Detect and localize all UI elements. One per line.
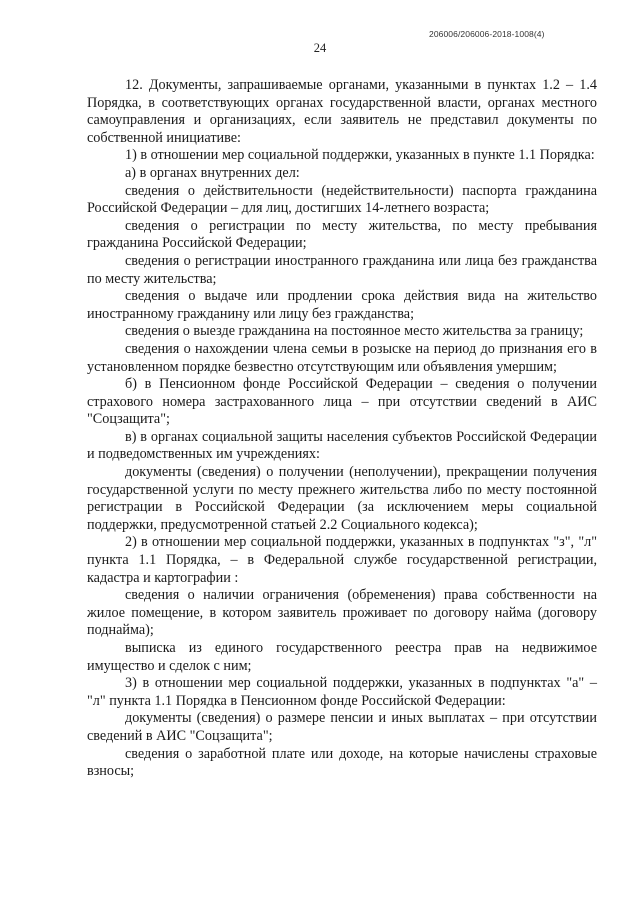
paragraph-registry-extract: выписка из единого государственного реестра прав на недвижимое имущество и сделок с ним; — [87, 640, 597, 674]
page-number: 24 — [313, 41, 327, 55]
paragraph-service-documents: документы (сведения) о получении (неполучении), прекращении получения государственной услуги по месту прежнего жительства либо по месту постоянной регистрации в Российской Федерации (за исключением меры социальной поддержки, предусмотренной статьей 2.2 Социального кодекса); — [87, 464, 597, 533]
paragraph-foreigner-registration: сведения о регистрации иностранного гражданина или лица без гражданства по месту жительства; — [87, 252, 597, 287]
paragraph-item-12: 12. Документы, запрашиваемые органами, указанными в пунктах 1.2 – 1.4 Порядка, в соответствующих органах государственной власти, органах местного самоуправления и организациях, если заявитель не представил документы по собственной инициативе: — [87, 77, 597, 146]
paragraph-subitem-1: 1) в отношении мер социальной поддержки, указанных в пункте 1.1 Порядка: — [125, 147, 595, 164]
paragraph-subitem-v: в) в органах социальной защиты населения субъектов Российской Федерации и подведомственных им учреждениях: — [87, 428, 597, 463]
paragraph-subitem-b: б) в Пенсионном фонде Российской Федерации – сведения о получении страхового номера застрахованного лица – при отсутствии сведений в АИС "Соцзащита"; — [87, 376, 597, 428]
paragraph-emigration: сведения о выезде гражданина на постоянное место жительства за границу; — [125, 323, 584, 340]
paragraph-salary-info: сведения о заработной плате или доходе, на которые начислены страховые взносы; — [87, 745, 597, 780]
paragraph-subitem-2: 2) в отношении мер социальной поддержки, указанных в подпунктах "з", "л" пункта 1.1 Порядка, – в Федеральной службе государственной регистрации, кадастра и картографии : — [87, 534, 597, 586]
document-id: 206006/206006-2018-1008(4) — [429, 29, 545, 39]
paragraph-residence-permit: сведения о выдаче или продлении срока действия вида на жительство иностранному гражданину или лицу без гражданства; — [87, 288, 597, 322]
paragraph-pension-size: документы (сведения) о размере пенсии и иных выплатах – при отсутствии сведений в АИС "Соцзащита"; — [87, 710, 597, 744]
paragraph-subitem-a: а) в органах внутренних дел: — [125, 164, 300, 181]
document-body — [87, 77, 597, 781]
paragraph-passport-validity: сведения о действительности (недействительности) паспорта гражданина Российской Федерации – для лиц, достигших 14-летнего возраста; — [87, 182, 597, 217]
paragraph-subitem-3: 3) в отношении мер социальной поддержки, указанных в подпунктах "а" – "л" пункта 1.1 Порядка в Пенсионном фонде Российской Федерации: — [87, 675, 597, 709]
paragraph-residence-registration: сведения о регистрации по месту жительства, по месту пребывания гражданина Российской Федерации; — [87, 217, 597, 252]
paragraph-missing-person: сведения о нахождении члена семьи в розыске на период до признания его в установленном порядке безвестно отсутствующим или объявления умершим; — [87, 340, 597, 375]
paragraph-encumbrance: сведения о наличии ограничения (обременения) права собственности на жилое помещение, в котором заявитель проживает по договору найма (договору поднайма); — [87, 587, 597, 639]
